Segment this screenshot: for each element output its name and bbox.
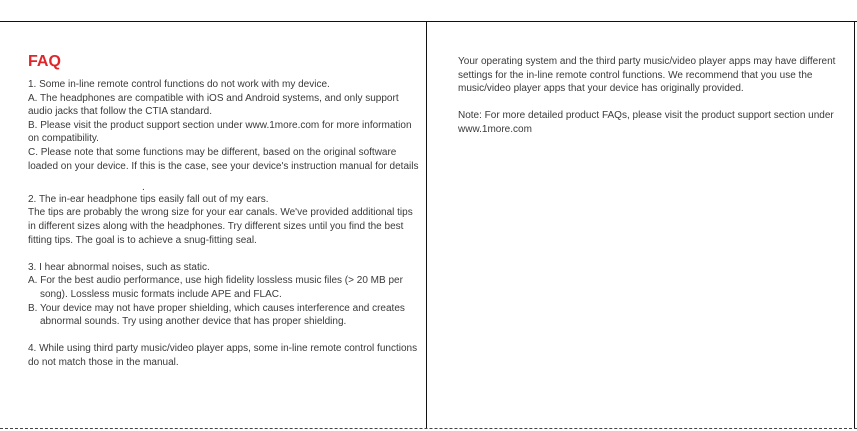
- faq-question-2: 2. The in-ear headphone tips easily fall out of my ears.: [28, 193, 269, 205]
- page-divider: [426, 21, 427, 428]
- top-border: [0, 21, 857, 22]
- faq-answer-1b: B. Please visit the product support section under www.1more.com for more information on compatibility.: [28, 119, 412, 145]
- spacer: [28, 247, 420, 261]
- faq-answer-2: The tips are probably the wrong size for your ear canals. We've provided additional tips in different sizes along with the headphones. Try different sizes until you find the best fitting tips. The goal is to achieve a snug-fitting seal.: [28, 207, 413, 246]
- bottom-border: [0, 428, 857, 429]
- right-page: [458, 55, 838, 137]
- faq-question-4: 4. While using third party music/video player apps, some in-line remote control functions do not match those in the manual.: [28, 343, 418, 368]
- faq-title: FAQ: [28, 53, 61, 70]
- faq-answer-1a: A. The headphones are compatible with iOS and Android systems, and only support audio jacks that follow the CTIA standard.: [28, 92, 399, 118]
- spacer: [28, 329, 420, 343]
- faq-continued-paragraph: Your operating system and the third party music/video player apps may have different settings for the in-line remote control functions. We recommend that you use the music/video player apps that your device has originally provided.: [458, 56, 836, 95]
- faq-question-3: 3. I hear abnormal noises, such as static.: [28, 261, 210, 273]
- faq-answer-3a: A. For the best audio performance, use high fidelity lossless music files (> 20 MB per song). Lossless music formats include APE and FLAC.: [28, 275, 403, 300]
- support-note: Note: For more detailed product FAQs, please visit the product support section under www.1more.com: [458, 110, 834, 135]
- spacer: [458, 96, 838, 110]
- left-page: [28, 52, 420, 369]
- stray-dot: .: [142, 181, 145, 193]
- faq-answer-1c: C. Please note that some functions may be different, based on the original software loaded on your device. If this is the case, see your device's instruction manual for details: [28, 146, 419, 172]
- faq-question-1: 1. Some in-line remote control functions do not work with my device.: [28, 79, 330, 90]
- right-border: [854, 21, 855, 428]
- faq-answer-3b: B. Your device may not have proper shielding, which causes interference and creates abnormal sounds. Try using another device that has proper shielding.: [28, 302, 405, 328]
